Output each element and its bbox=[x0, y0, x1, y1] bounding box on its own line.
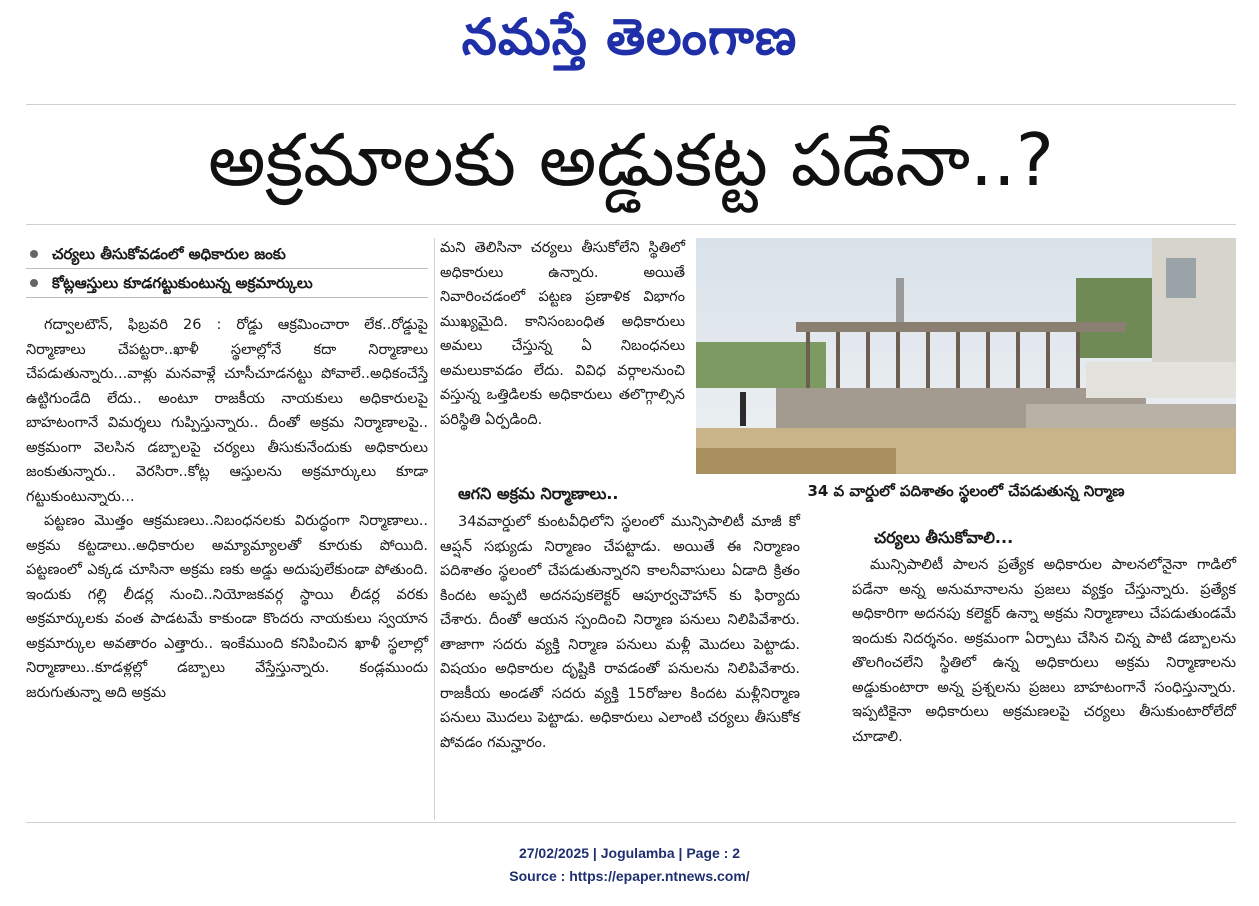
column-divider bbox=[434, 238, 435, 820]
construction-photo bbox=[696, 238, 1236, 474]
deck-bullet bbox=[26, 240, 428, 269]
article-column-3 bbox=[440, 510, 800, 755]
deck-bullets bbox=[26, 240, 428, 298]
article-paragraph: మున్సిపాలిటీ పాలన ప్రత్యేక అధికారుల పాలనలోనైనా గాడిలో పడేనా అన్న అనుమానాలను ప్రజలు వ్యక్తం చేస్తున్నారు. ప్రత్యేక అధికారిగా అదనపు కలెక్టర్ ఉన్నా అక్రమ నిర్మాణాలు చేపడుతుండమే ఇందుకు నిదర్శనం. అక్రమంగా ఏర్పాటు చేసిన చిన్న పాటి డబ్బాలను తొలగించలేని స్థితిలో ఉన్న అధికారులు అక్రమ నిర్మాణాలను అడ్డుకుంటారా అన్న ప్రశ్నలను ప్రజలు బాహటంగానే సంధిస్తున్నారు. ఇప్పటికైనా అధికారులు అక్రమణలపై చర్యలు తీసుకుంటారోలేదో చూడాలి. bbox=[852, 557, 1236, 745]
subhead-take-action: చర్యలు తీసుకోవాలి... bbox=[874, 528, 1014, 547]
photo-caption: 34 వ వార్డులో పదిశాతం స్థలంలో చేపడుతున్న నిర్మాణ bbox=[807, 482, 1125, 500]
footer-divider bbox=[26, 822, 1236, 823]
construction-photo-image bbox=[696, 238, 1236, 474]
masthead: నమస్తే తెలంగాణ bbox=[461, 8, 798, 66]
bullet-dot-icon bbox=[30, 250, 38, 258]
article-column-2 bbox=[440, 236, 685, 432]
article-paragraph: 34వవార్డులో కుంటవీధిలోని స్థలంలో మున్సిపాలిటీ మాజీ కో ఆప్షన్ సభ్యుడు నిర్మాణం చేపట్టాడు. అయితే ఈ నిర్మాణం పదిశాతం స్థలంలో చేపడుతున్నారని కాలనీవాసులు ఏడాది క్రితం కిందట అప్పటి అదనపుకలెక్టర్ ఆపూర్వచౌహాన్ కు ఫిర్యాదు చేశారు. దీంతో ఆయన స్పందించి నిర్మాణ పనులు నిలిపివేశారు. తాజాగా సదరు వ్యక్తి నిర్మాణ పనులు మళ్లీ మొదలు పెట్టాడు. విషయం అధికారుల దృష్టికి రావడంతో పనులను నిలిపివేశారు. రాజకీయ అండతో సదరు వ్యక్తి 15రోజుల కిందట మళ్లీనిర్మాణ పనులు మొదలు పెట్టాడు. అధికారులు ఎలాంటి చర్యలు తీసుకోక పోవడం గమన్హారం. bbox=[440, 514, 800, 751]
headline-divider bbox=[26, 224, 1236, 225]
article-paragraph: మని తెలిసినా చర్యలు తీసుకోలేని స్థితిలో అధికారులు ఉన్నారు. అయితే నివారించడంలో పట్టణ ప్రణాళిక విభాగం ముఖ్యమైది. కానిసంబంధిత అధికారులు అమలు చేస్తున్న ఏ నిబంధనలు అమలుకావడం లేదు. వివిధ వర్గాలనుంచి వస్తున్న ఒత్తిడిలకు అధికారులు తలొగ్గాల్సిన పరిస్థితి ఏర్పడింది. bbox=[440, 240, 685, 428]
masthead-divider bbox=[26, 104, 1236, 105]
footer-source: Source : https://epaper.ntnews.com/ bbox=[509, 868, 750, 884]
article-column-1 bbox=[26, 313, 428, 705]
article-paragraph: పట్టణం మొత్తం ఆక్రమణలు..నిబంధనలకు విరుద్ధంగా నిర్మాణాలు.. అక్రమ కట్టడాలు..అధికారుల అమ్యామ్యాలతో కూరుకు పోయిది. పట్టణంలో ఎక్కడ చూసినా అక్రమ ణకు అడ్డు అదుపులేకుండా పోతుంది. ఇందుకు గల్లి లీడర్ల నుంచి..నియోజకవర్గ స్థాయి లీడర్ల వరకు అక్రమార్కులకు వంత పాడటమే కాకుండా కొందరు నాయకులు స్వయాన అక్రమార్కుల అవతారం ఎత్తారు.. ఇంకేముంది కనిపించిన ఖాళీ స్థలాల్లో నిర్మాణాలు..కూడళ్లల్లో డబ్బాలు వేస్తేస్తున్నారు. కండ్లముందు జరుగుతున్నా అది అక్రమ bbox=[26, 513, 428, 701]
headline: అక్రమాలకు అడ్డుకట్ట పడేనా..? bbox=[207, 118, 1055, 202]
deck-bullet-text: చర్యలు తీసుకోవడంలో అధికారుల జంకు bbox=[52, 245, 286, 263]
subhead-halted-construction: ఆగని అక్రమ నిర్మాణాలు.. bbox=[458, 484, 619, 503]
deck-bullet-text: కోట్లఆస్తులు కూడగట్టుకుంటున్న అక్రమార్కులు bbox=[52, 274, 313, 292]
article-column-4 bbox=[852, 553, 1236, 749]
footer-edition-info: 27/02/2025 | Jogulamba | Page : 2 bbox=[518, 845, 741, 861]
deck-bullet bbox=[26, 269, 428, 298]
bullet-dot-icon bbox=[30, 279, 38, 287]
article-paragraph: గద్వాలటౌన్, ఫిబ్రవరి 26 : రోడ్డు ఆక్రమించారా లేక..రోడ్డుపై నిర్మాణాలు చేపట్టరా..ఖాళీ స్థలాల్లోనే కదా నిర్మాణాలు చేపడుతున్నారు...వాళ్లు మనవాళ్లే చూసీచూడనట్టు పోవాలే..అధికంచేస్తే ఉట్టిగుండేది లేదు.. అంటూ రాజకీయ నాయకులు అధికారులపై బాహటంగానే విమర్శలు గుప్పిస్తున్నారు.. దీంతో అక్రమ నిర్మాణాలపై.. అక్రమంగా వెలసిన డబ్బాలపై చర్యలు తీసుకునేందుకు అధికారులు జంకుతున్నారు.. వెరసిరా..కోట్ల ఆస్తులను అక్రమార్కులు కూడా గట్టుకుంటున్నారు... bbox=[26, 317, 428, 505]
